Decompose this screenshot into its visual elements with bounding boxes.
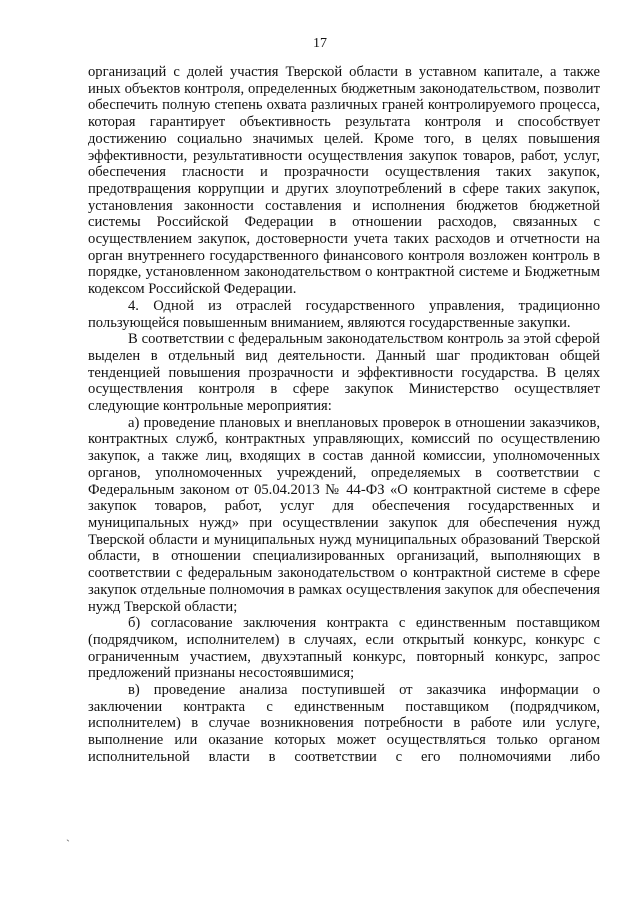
scan-mark: ˏ [66,828,70,842]
page-number: 17 [313,36,327,51]
document-body [88,64,600,766]
paragraph-subitem-a: а) проведение плановых и внеплановых проверок в отношении заказчиков, контрактных служб, контрактных управляющих, комиссий по осуществлению закупок, а также лиц, входящих в состав данной комиссии, уполномоченных органов, уполномоченных учреждений, определяемых в соответствии с Федеральным законом от 05.04.2013 № 44-ФЗ «О контрактной системе в сфере закупок товаров, работ, услуг для обеспечения государственных и муниципальных нужд» при осуществлении закупок для обеспечения нужд Тверской области и муниципальных нужд муниципальных образований Тверской области, в отношении специализированных организаций, выполняющих в соответствии с федеральным законодательством о контрактной системе в сфере закупок отдельные полномочия в рамках осуществления закупок для обеспечения нужд Тверской области; [88,414,600,615]
paragraph-continuation: организаций с долей участия Тверской области в уставном капитале, а также иных объектов контроля, определенных бюджетным законодательством, позволит обеспечить полную степень охвата различных граней контролируемого процесса, которая гарантирует объективность результата контроля и способствует достижению социально значимых целей. Кроме того, в целях повышения эффективности, результативности осуществления закупок товаров, работ, услуг, обеспечения гласности и прозрачности осуществления таких закупок, предотвращения коррупции и других злоупотреблений в сфере таких закупок, установления законности составления и исполнения бюджетов бюджетной системы Российской Федерации в отношении расходов, связанных с осуществлением закупок, достоверности учета таких расходов и отчетности на орган внутреннего государственного финансового контроля возложен контроль в порядке, установленном законодательством о контрактной системе и Бюджетным кодексом Российской Федерации. [88,64,600,298]
paragraph-subitem-b: б) согласование заключения контракта с единственным поставщиком (подрядчиком, исполнителем) в случаях, если открытый конкурс, конкурс с ограниченным участием, двухэтапный конкурс, повторный конкурс, запрос предложений признаны несостоявшимися; [88,615,600,682]
paragraph-subitem-v: в) проведение анализа поступившей от заказчика информации о заключении контракта с единственным поставщиком (подрядчиком, исполнителем) в случае возникновения потребности в работе или услуге, выполнение или оказание которых может осуществляться только органом исполнительной власти в соответствии с его полномочиями либо [88,682,600,765]
paragraph-item-4: 4. Одной из отраслей государственного управления, традиционно пользующейся повышенным вниманием, являются государственные закупки. [88,297,600,331]
paragraph-federal-legislation: В соответствии с федеральным законодательством контроль за этой сферой выделен в отдельный вид деятельности. Данный шаг продиктован общей тенденцией повышения прозрачности и эффективности государства. В целях осуществления контроля в сфере закупок Министерство осуществляет следующие контрольные мероприятия: [88,331,600,415]
